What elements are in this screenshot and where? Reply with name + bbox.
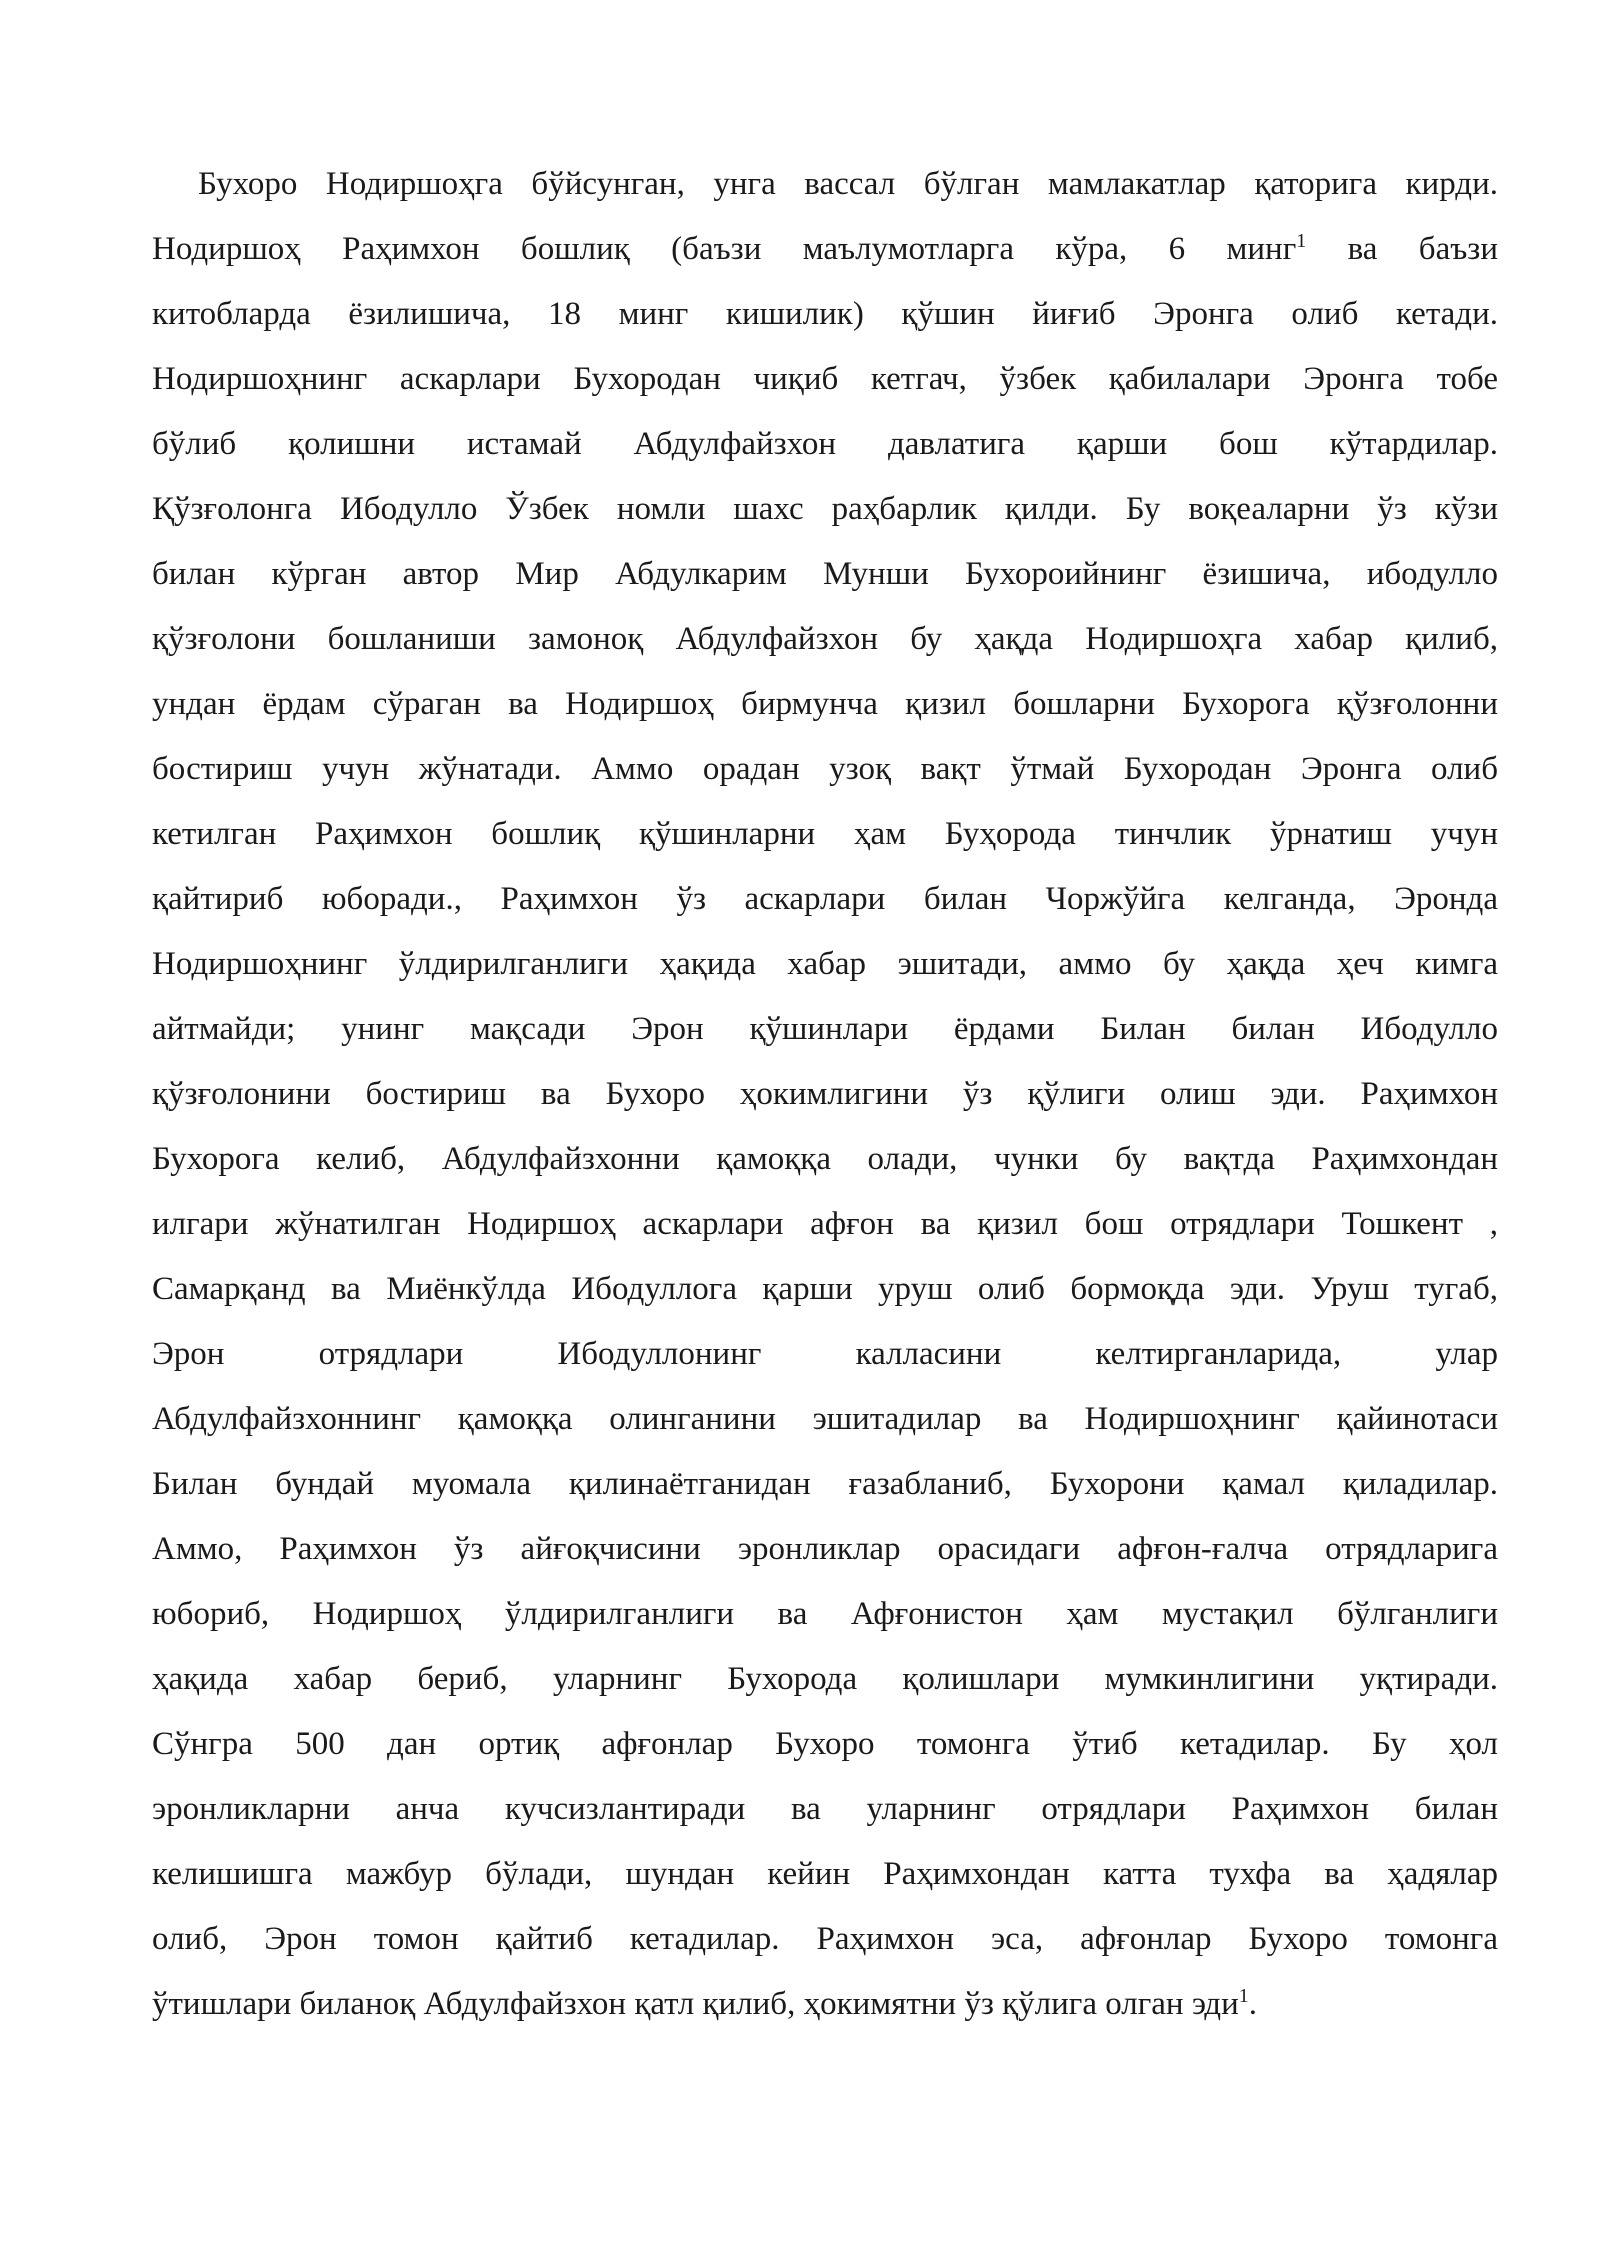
text-line [152,282,1498,347]
footnote-marker: 1 [1296,230,1307,252]
line-text: билан кўрган автор Мир Абдулкарим Мунши Бухороийнинг ёзишича, ибодулло [152,556,1498,592]
text-line [152,1127,1498,1192]
line-text: Нодиршоҳнинг аскарлари Бухородан чиқиб кетгач, ўзбек қабилалари Эронга тобе [152,361,1498,397]
line-text: олиб, Эрон томон қайтиб кетадилар. Раҳимхон эса, афғонлар Бухоро томонга [152,1921,1498,1957]
line-text: ундан ёрдам сўраган ва Нодиршоҳ бирмунча қизил бошларни Бухорога қўзғолонни [152,686,1498,722]
text-line [152,1582,1498,1647]
line-text: Аммо, Раҳимхон ўз айғоқчисини эронликлар орасидаги афғон-ғалча отрядларига [152,1531,1498,1567]
text-line [152,542,1498,607]
line-text: қўзғолонини бостириш ва Бухоро ҳокимлигини ўз қўлиги олиш эди. Раҳимхон [152,1076,1498,1112]
line-text: юбориб, Нодиршоҳ ўлдирилганлиги ва Афғонистон ҳам мустақил бўлганлиги [152,1596,1498,1632]
line-text: китобларда ёзилишича, 18 минг кишилик) қўшин йиғиб Эронга олиб кетади. [152,296,1498,332]
text-line [152,1452,1498,1517]
text-line [152,1322,1498,1387]
text-line [152,1192,1498,1257]
text-line [152,1777,1498,1842]
line-text: қўзғолони бошланиши замоноқ Абдулфайзхон бу ҳақда Нодиршоҳга хабар қилиб, [152,621,1498,657]
body-paragraph [152,152,1498,2037]
text-line [152,1907,1498,1972]
text-line [152,1517,1498,1582]
line-text: қайтириб юборади., Раҳимхон ўз аскарлари билан Чоржўйга келганда, Эронда [152,881,1498,917]
line-text: Нодиршоҳ Раҳимхон бошлиқ (баъзи маълумотларга кўра, 6 минг [152,231,1297,267]
line-text: бўлиб қолишни истамай Абдулфайзхон давлатига қарши бош кўтардилар. [152,426,1498,462]
text-line [152,477,1498,542]
text-line [152,932,1498,997]
text-line [152,1257,1498,1322]
line-text: эронликларни анча кучсизлантиради ва уларнинг отрядлари Раҳимхон билан [152,1791,1498,1827]
text-line [152,672,1498,737]
text-line [152,1647,1498,1712]
text-line [152,607,1498,672]
text-line [152,1062,1498,1127]
line-text: илгари жўнатилган Нодиршоҳ аскарлари афғон ва қизил бош отрядлари Тошкент , [152,1206,1498,1242]
text-line [152,1972,1498,2037]
line-text-after: . [1248,1986,1257,2022]
line-text: ҳақида хабар бериб, уларнинг Бухорода қолишлари мумкинлигини уқтиради. [152,1661,1498,1697]
line-text: Бухоро Нодиршоҳга бўйсунган, унга вассал бўлган мамлакатлар қаторига кирди. [198,166,1498,202]
line-text: Бухорога келиб, Абдулфайзхонни қамоққа олади, чунки бу вақтда Раҳимхондан [152,1141,1498,1177]
line-text: Эрон отрядлари Ибодуллонинг калласини келтирганларида, улар [152,1336,1498,1372]
text-line [152,737,1498,802]
line-text: Самарқанд ва Миёнкўлда Ибодуллога қарши уруш олиб бормоқда эди. Уруш тугаб, [152,1271,1498,1307]
text-line [152,997,1498,1062]
line-text: бостириш учун жўнатади. Аммо орадан узоқ вақт ўтмай Бухородан Эронга олиб [152,751,1498,787]
line-text: Нодиршоҳнинг ўлдирилганлиги ҳақида хабар эшитади, аммо бу ҳақда ҳеч кимга [152,946,1498,982]
text-line [152,217,1498,282]
line-text: Билан бундай муомала қилинаётганидан ғазабланиб, Бухорони қамал қиладилар. [152,1466,1498,1502]
text-line [152,867,1498,932]
text-line [152,1842,1498,1907]
text-line [152,1387,1498,1452]
line-text: Сўнгра 500 дан ортиқ афғонлар Бухоро томонга ўтиб кетадилар. Бу ҳол [152,1726,1498,1762]
text-line [152,152,1498,217]
line-text: айтмайди; унинг мақсади Эрон қўшинлари ёрдами Билан билан Ибодулло [152,1011,1498,1047]
text-line [152,412,1498,477]
footnote-marker: 1 [1238,1985,1249,2007]
line-text: ўтишлари биланоқ Абдулфайзхон қатл қилиб, ҳокимятни ўз қўлига олган эди [152,1986,1239,2022]
line-text-after: ва баъзи [1306,231,1498,267]
text-line [152,347,1498,412]
line-text: Абдулфайзхоннинг қамоққа олинганини эшитадилар ва Нодиршоҳнинг қайинотаси [152,1401,1498,1437]
line-text: келишишга мажбур бўлади, шундан кейин Раҳимхондан катта тухфа ва ҳадялар [152,1856,1498,1892]
line-text: кетилган Раҳимхон бошлиқ қўшинларни ҳам Буҳорода тинчлик ўрнатиш учун [152,816,1498,852]
text-line [152,1712,1498,1777]
line-text: Қўзғолонга Ибодулло Ўзбек номли шахс раҳбарлик қилди. Бу воқеаларни ўз кўзи [152,491,1498,527]
text-line [152,802,1498,867]
